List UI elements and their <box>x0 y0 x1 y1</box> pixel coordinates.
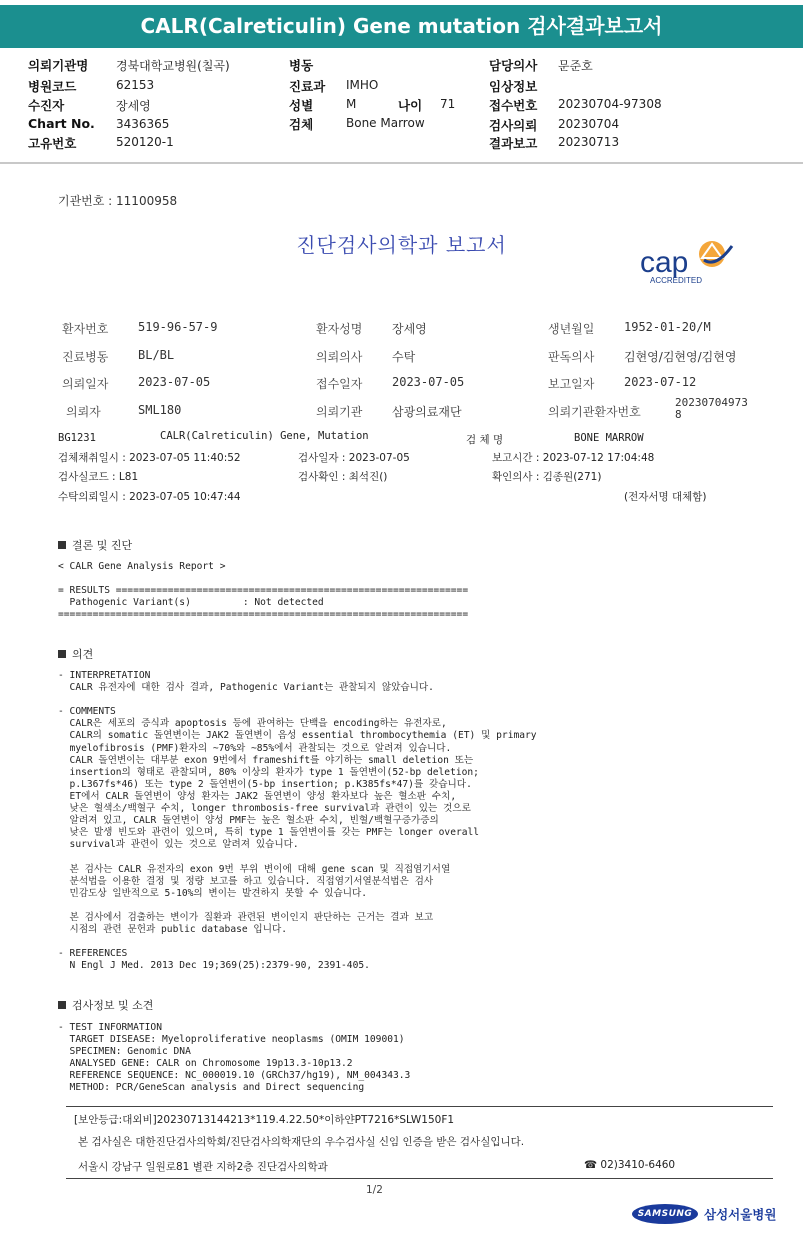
section-bullet <box>58 650 66 658</box>
institution-number: 기관번호 : 11100958 <box>58 194 178 208</box>
patient-no-label: 환자번호 <box>62 322 109 336</box>
chart-no-label: Chart No. <box>28 116 95 131</box>
received-date-value: 2023-07-05 <box>392 375 465 389</box>
age-label: 나이 <box>398 98 423 113</box>
samsung-hospital-logo <box>632 1200 777 1228</box>
patient-name-value: 장세영 <box>392 322 427 336</box>
patient-label: 수진자 <box>28 98 65 113</box>
birthdate-value: 1952-01-20/M <box>624 320 711 334</box>
samsung-brand-oval: SAMSUNG <box>632 1204 698 1224</box>
conclusion-block: < CALR Gene Analysis Report > = RESULTS ============================================================= Pathogenic Variant(s) : Not detected ======================================================================= <box>58 561 469 621</box>
unique-no-label: 고유번호 <box>28 136 77 151</box>
sex-value: M <box>346 97 357 111</box>
request-date-row-label: 의뢰일자 <box>62 377 109 391</box>
hospital-code-value: 62153 <box>116 78 155 92</box>
section-test-info-title: 검사정보 및 소견 <box>72 999 154 1012</box>
institution-label: 의뢰기관명 <box>28 58 89 73</box>
section-bullet <box>58 541 66 549</box>
request-doctor-value: 수탁 <box>392 350 416 364</box>
section-test-info <box>58 997 153 1013</box>
institution-patient-no-label: 의뢰기관환자번호 <box>548 405 641 419</box>
section-bullet <box>58 1001 66 1009</box>
doctor-label: 담당의사 <box>489 58 538 73</box>
request-institution-value: 삼광의료재단 <box>392 405 462 419</box>
cap-logo-sub: ACCREDITED <box>650 276 703 285</box>
opinion-block: - INTERPRETATION CALR 유전자에 대한 검사 결과, Pathogenic Variant는 관찰되지 않았습니다. - COMMENTS CALR은 세포의 증식과 apoptosis 등에 관여하는 단백을 encoding하는 유전자로, CALR의 somatic 돌연변이는 JAK2 돌연변이 음성 essential thrombocythemia (ET) 및 primary myelofibrosis (PMF)환자의 ~70%와 ~85%에서 관찰되는 것으로 알려져 있습니다. CALR 돌연변이는 대부분 exon 9번에서 frameshift를 야기하는 small deletion 또는 insertion의 형태로 관찰되며, 80% 이상의 환자가 type 1 돌연변이(52-bp deletion; p.L367fs*46) 또는 type 2 돌연변이(5-bp insertion; p.K385fs*47)를 갖습니다. ET에서 CALR 돌연변이 양성 환자는 JAK2 돌연변이 양성 환자보다 높은 혈소판 수치, 낮은 혈색소/백혈구 수치, longer thrombosis-free survival과 관련이 있는 것으로 알려져 있고, CALR 돌연변이 양성 PMF는 높은 혈소판 수치, 빈혈/백혈구증가증의 낮은 발생 빈도와 관련이 있으며, 특히 type 1 돌연변이를 갖는 PMF는 longer overall survival과 관련이 있는 것으로 알려져 있습니다. 본 검사는 CALR 유전자의 exon 9번 부위 변이에 대해 gene scan 및 직접염기서열 분석법을 이용한 결정 및 정량 보고를 하고 있습니다. 직접염기서열분석법은 검사 민감도상 일반적으로 5-10%의 변이는 발견하지 못할 수 있습니다. 본 검사에서 검출하는 변이가 질환과 관련된 변이인지 판단하는 근거는 결과 보고 시점의 관련 문헌과 public database 입니다. - REFERENCES N Engl J Med. 2013 Dec 19;369(25):2379-90, 2391-405. <box>58 670 537 972</box>
specimen-name-label: 검 체 명 <box>466 434 504 446</box>
report-time: 보고시간 : 2023-07-12 17:04:48 <box>492 452 655 464</box>
requester-value: SML180 <box>138 403 182 417</box>
hospital-name: 삼성서울병원 <box>704 1207 777 1222</box>
section-opinion <box>58 646 93 662</box>
institution-value: 경북대학교병원(칠곡) <box>116 59 230 73</box>
birthdate-label: 생년월일 <box>548 322 595 336</box>
page-number: 1/2 <box>366 1184 383 1196</box>
exam-date: 검사일자 : 2023-07-05 <box>298 452 410 464</box>
footer-divider-bottom <box>66 1178 773 1179</box>
security-line: [보안등급:대외비]20230713144213*119.4.22.50*이하얀PT7216*SLW150F1 <box>74 1114 455 1126</box>
requester-label: 의뢰자 <box>66 405 101 419</box>
chart-no-value: 3436365 <box>116 117 170 131</box>
accession-value: 20230704-97308 <box>558 97 662 111</box>
certification-note: 본 검사실은 대한진단검사의학회/진단검사의학재단의 우수검사실 신임 인증을 받은 검사실입니다. <box>78 1136 525 1148</box>
report-title: 진단검사의학과 보고서 <box>296 233 507 257</box>
report-banner: CALR(Calreticulin) Gene mutation 검사결과보고서 <box>0 5 803 48</box>
request-institution-label: 의뢰기관 <box>316 405 363 419</box>
collection-datetime: 검체채취일시 : 2023-07-05 11:40:52 <box>58 452 241 464</box>
result-date-value: 20230713 <box>558 135 620 149</box>
test-code: BG1231 <box>58 432 96 444</box>
cap-accredited-logo <box>636 238 746 286</box>
section-opinion-title: 의견 <box>72 648 94 661</box>
result-date-label: 결과보고 <box>489 136 538 151</box>
request-date-label: 검사의뢰 <box>489 118 538 133</box>
sex-label: 성별 <box>289 98 314 113</box>
header-divider <box>0 162 803 164</box>
age-value: 71 <box>440 97 456 111</box>
ward-row-label: 진료병동 <box>62 350 109 364</box>
report-date-value: 2023-07-12 <box>624 375 697 389</box>
specimen-name-value: BONE MARROW <box>574 432 644 444</box>
request-date-value: 20230704 <box>558 117 620 131</box>
request-doctor-label: 의뢰의사 <box>316 350 363 364</box>
test-name: CALR(Calreticulin) Gene, Mutation <box>160 430 369 442</box>
lab-phone: ☎ 02)3410-6460 <box>584 1159 676 1171</box>
unique-no-value: 520120-1 <box>116 135 174 149</box>
section-conclusion <box>58 537 132 553</box>
department-label: 진료과 <box>289 79 326 94</box>
cap-logo-word: cap <box>640 246 689 279</box>
request-date-row-value: 2023-07-05 <box>138 375 211 389</box>
received-date-label: 접수일자 <box>316 377 363 391</box>
reading-doctor-value: 김현영/김현영/김현영 <box>624 350 737 364</box>
patient-value: 장세영 <box>116 99 151 113</box>
report-date-label: 보고일자 <box>548 377 595 391</box>
specimen-label: 검체 <box>289 117 314 132</box>
patient-name-label: 환자성명 <box>316 322 363 336</box>
esign-note: (전자서명 대체함) <box>624 491 707 503</box>
clinical-info-label: 임상정보 <box>489 79 538 94</box>
lab-address: 서울시 강남구 일원로81 별관 지하2층 진단검사의학과 <box>78 1161 328 1173</box>
specimen-value: Bone Marrow <box>346 116 425 130</box>
patient-no-value: 519-96-57-9 <box>138 320 218 334</box>
exam-confirm: 검사확인 : 최석진() <box>298 471 388 483</box>
footer-divider-top <box>66 1106 773 1107</box>
lab-code: 검사실코드 : L81 <box>58 471 139 483</box>
ward-label: 병동 <box>289 58 314 73</box>
receive-datetime: 수탁의뢰일시 : 2023-07-05 10:47:44 <box>58 491 241 503</box>
institution-patient-no-value: 20230704973 8 <box>675 396 748 421</box>
hospital-code-label: 병원코드 <box>28 79 77 94</box>
section-conclusion-title: 결론 및 진단 <box>72 539 133 552</box>
doctor-value: 문준호 <box>558 59 593 73</box>
department-value: IMHO <box>346 78 379 92</box>
reading-doctor-label: 판독의사 <box>548 350 595 364</box>
test-info-block: - TEST INFORMATION TARGET DISEASE: Myeloproliferative neoplasms (OMIM 109001) SPECIMEN: Genomic DNA ANALYSED GENE: CALR on Chromosome 19p13.3-10p13.2 REFERENCE SEQUENCE: NC_000019.10 (GRCh37/hg19), NM_004343.3 METHOD: PCR/GeneScan analysis and Direct sequencing <box>58 1022 411 1094</box>
confirm-doctor: 확인의사 : 김종원(271) <box>492 471 602 483</box>
ward-row-value: BL/BL <box>138 348 175 362</box>
accession-label: 접수번호 <box>489 98 538 113</box>
header-info <box>0 52 803 152</box>
